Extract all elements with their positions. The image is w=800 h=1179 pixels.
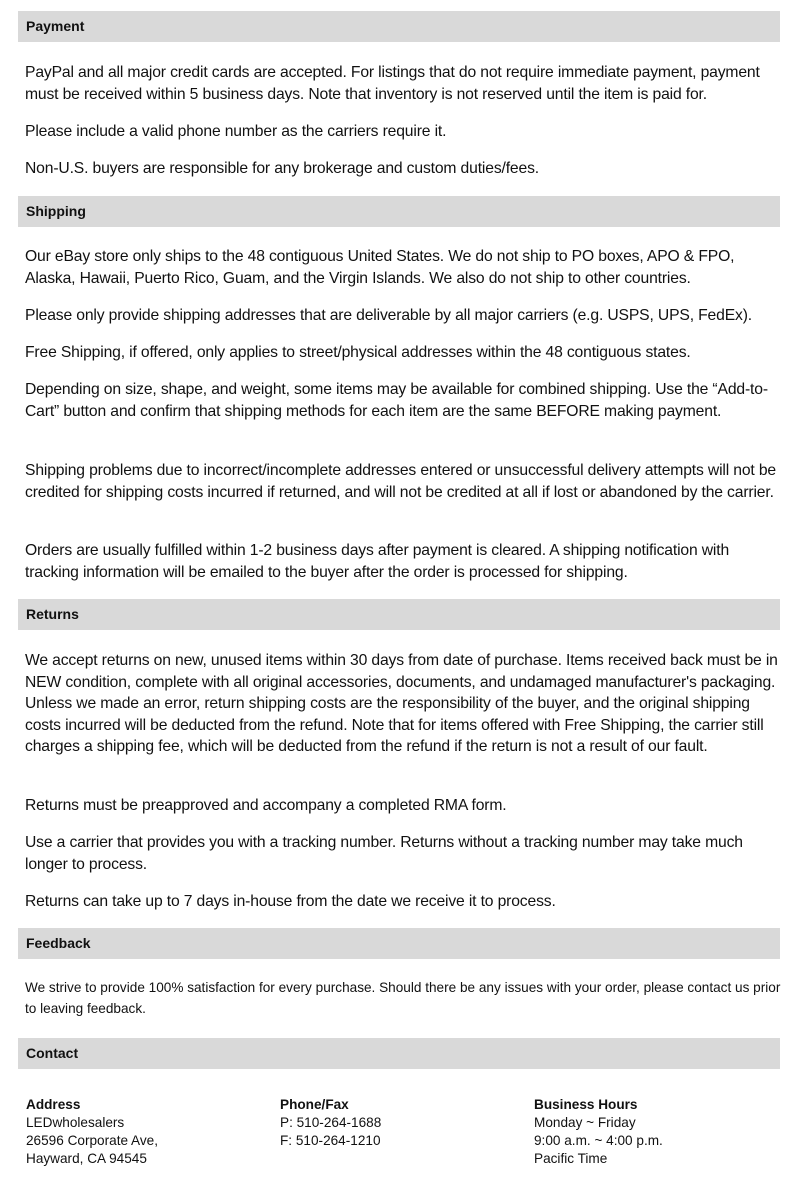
returns-paragraph: We accept returns on new, unused items within 30 days from date of purchase. Items received back must be in NEW condition, complete with all original accessories, documents, and undamaged manufacturer's packaging. Unless we made an error, return shipping costs are the responsibility of the buyer, and the original shipping costs incurred will be deducted from the refund. Note that for items offered with Free Shipping, the carrier still charges a shipping fee, which will be deducted from the refund if the return is not a result of our fault. <box>25 652 778 755</box>
shipping-paragraph: Please only provide shipping addresses that are deliverable by all major carriers (e.g. USPS, UPS, FedEx). <box>25 307 752 324</box>
returns-paragraph: Returns can take up to 7 days in-house from the date we receive it to process. <box>25 893 556 910</box>
hours-line: Pacific Time <box>534 1151 608 1166</box>
contact-header: Contact <box>18 1038 780 1069</box>
feedback-text: We strive to provide 100% satisfaction for every purchase. Should there be any issues with your order, please contact us prior to leaving feedback. <box>25 980 781 1016</box>
returns-paragraph: Use a carrier that provides you with a tracking number. Returns without a tracking number may take much longer to process. <box>25 834 743 873</box>
shipping-paragraph: Shipping problems due to incorrect/incomplete addresses entered or unsuccessful delivery attempts will not be credited for shipping costs incurred if returned, and will not be credited at all if lost or abandoned by the carrier. <box>25 462 776 501</box>
shipping-paragraph: Our eBay store only ships to the 48 contiguous United States. We do not ship to PO boxes, APO & FPO, Alaska, Hawaii, Puerto Rico, Guam, and the Virgin Islands. We also do not ship to other countries. <box>25 248 735 287</box>
shipping-header: Shipping <box>18 196 780 227</box>
shipping-paragraph: Orders are usually fulfilled within 1-2 business days after payment is cleared. A shipping notification with tracking information will be emailed to the buyer after the order is processed for shipping. <box>25 542 730 581</box>
payment-paragraph: Non-U.S. buyers are responsible for any brokerage and custom duties/fees. <box>25 160 539 177</box>
phone-label: Phone/Fax <box>280 1097 349 1112</box>
shipping-paragraph: Free Shipping, if offered, only applies to street/physical addresses within the 48 contiguous states. <box>25 344 691 361</box>
contact-hours <box>534 1096 764 1168</box>
returns-paragraph: Returns must be preapproved and accompany a completed RMA form. <box>25 797 507 814</box>
payment-paragraph: Please include a valid phone number as the carriers require it. <box>25 123 447 140</box>
returns-header: Returns <box>18 599 780 630</box>
address-line: LEDwholesalers <box>26 1115 125 1130</box>
feedback-header: Feedback <box>18 928 780 959</box>
address-label: Address <box>26 1097 81 1112</box>
address-line: 26596 Corporate Ave, <box>26 1133 159 1148</box>
hours-line: Monday ~ Friday <box>534 1115 636 1130</box>
address-line: Hayward, CA 94545 <box>26 1151 147 1166</box>
contact-address <box>26 1096 256 1168</box>
phone-number: P: 510-264-1688 <box>280 1115 382 1130</box>
hours-label: Business Hours <box>534 1097 638 1112</box>
payment-header: Payment <box>18 11 780 42</box>
fax-number: F: 510-264-1210 <box>280 1133 381 1148</box>
hours-line: 9:00 a.m. ~ 4:00 p.m. <box>534 1133 663 1148</box>
shipping-paragraph: Depending on size, shape, and weight, some items may be available for combined shipping. Use the “Add-to-Cart” button and confirm that shipping methods for each item are the same BEFORE making payment. <box>25 381 768 420</box>
payment-paragraph: PayPal and all major credit cards are accepted. For listings that do not require immediate payment, payment must be received within 5 business days. Note that inventory is not reserved until the item is paid for. <box>25 64 760 103</box>
contact-phone <box>280 1096 510 1150</box>
